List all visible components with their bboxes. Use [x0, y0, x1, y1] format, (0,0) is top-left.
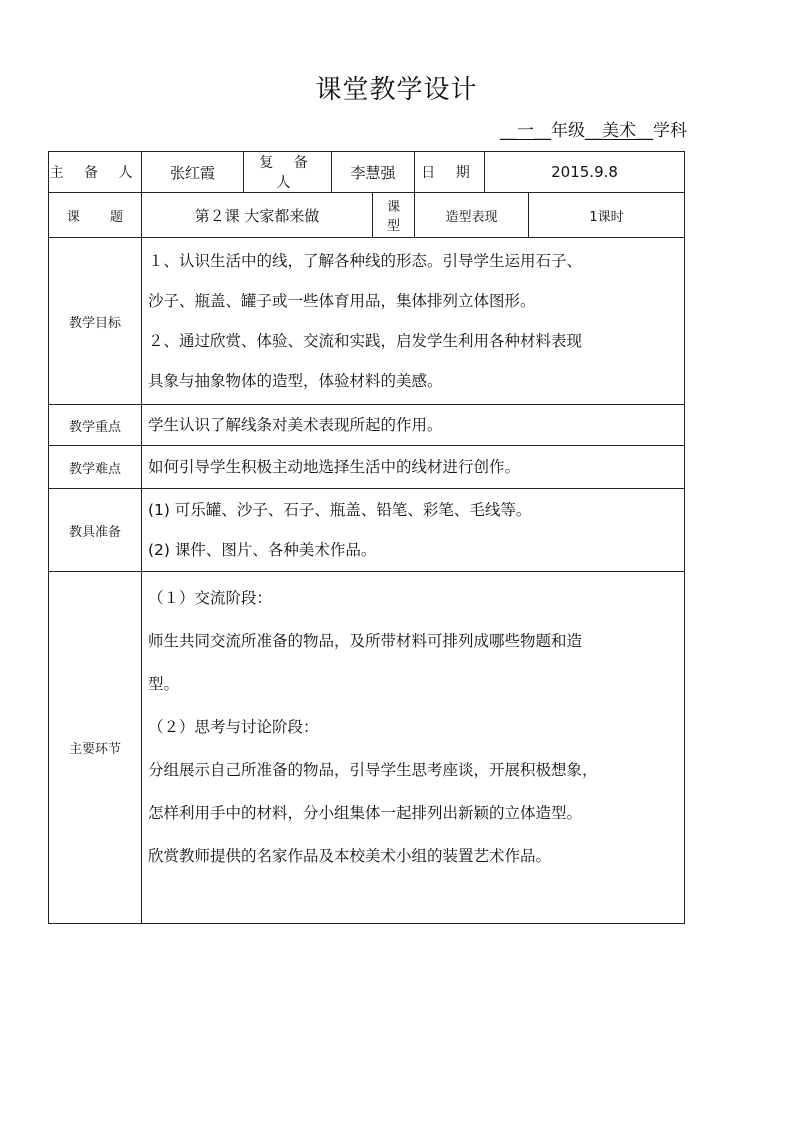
grade-value: __一__	[500, 121, 551, 141]
lesson-topic-value: 第２课 大家都来做	[142, 193, 373, 238]
key-points-row	[49, 405, 685, 446]
process-line: 欣赏教师提供的名家作品及本校美术小组的装置艺术作品。	[148, 847, 552, 865]
reviewer-value: 李慧强	[332, 152, 415, 193]
lesson-plan-table	[48, 151, 685, 924]
subject-value: __美术__	[585, 121, 653, 141]
grade-suffix: 年级	[551, 121, 585, 141]
date-label: 日 期	[415, 152, 485, 193]
process-line: 怎样利用手中的材料，分小组集体一起排列出新颖的立体造型。	[148, 804, 583, 822]
process-line: 型。	[148, 675, 180, 693]
header-row	[49, 152, 685, 193]
process-row	[49, 572, 685, 924]
lead-teacher-label: 主 备 人	[49, 152, 142, 193]
lesson-row	[49, 193, 685, 238]
objectives-line: ２、通过欣赏、体验、交流和实践，启发学生利用各种材料表现	[148, 332, 583, 350]
lesson-type-value: 造型表现	[415, 193, 529, 238]
difficulties-content: 如何引导学生积极主动地选择生活中的线材进行创作。	[142, 446, 685, 489]
grade-subject-line	[500, 117, 687, 145]
process-line: 师生共同交流所准备的物品，及所带材料可排列成哪些物题和造	[148, 632, 583, 650]
objectives-row	[49, 238, 685, 405]
lead-teacher-value: 张红霞	[142, 152, 244, 193]
materials-line: (2) 课件、图片、各种美术作品。	[148, 541, 377, 559]
difficulties-row	[49, 446, 685, 489]
materials-content	[142, 489, 685, 572]
objectives-line: １、认识生活中的线，了解各种线的形态。引导学生运用石子、	[148, 252, 583, 270]
materials-label: 教具准备	[49, 489, 142, 572]
lesson-topic-label: 课 题	[49, 193, 142, 238]
difficulties-label: 教学难点	[49, 446, 142, 489]
process-line: （２）思考与讨论阶段：	[148, 718, 319, 736]
materials-line: (1) 可乐罐、沙子、石子、瓶盖、铅笔、彩笔、毛线等。	[148, 501, 532, 519]
objectives-label: 教学目标	[49, 238, 142, 405]
process-line: （１）交流阶段：	[148, 589, 273, 607]
materials-row	[49, 489, 685, 572]
process-content	[142, 572, 685, 924]
date-value: 2015.9.8	[485, 152, 685, 193]
objectives-line: 沙子、瓶盖、罐子或一些体育用品，集体排列立体图形。	[148, 292, 536, 310]
process-line: 分组展示自己所准备的物品，引导学生思考座谈，开展积极想象，	[148, 761, 598, 779]
subject-suffix: 学科	[653, 121, 687, 141]
reviewer-label: 复 备 人	[244, 152, 332, 193]
lesson-type-label: 课 型	[373, 193, 415, 238]
key-points-label: 教学重点	[49, 405, 142, 446]
page-title: 课堂教学设计	[315, 75, 478, 105]
process-label: 主要环节	[49, 572, 142, 924]
objectives-content	[142, 238, 685, 405]
key-points-content: 学生认识了解线条对美术表现所起的作用。	[142, 405, 685, 446]
lesson-hours-value: 1课时	[529, 193, 685, 238]
objectives-line: 具象与抽象物体的造型，体验材料的美感。	[148, 372, 443, 390]
